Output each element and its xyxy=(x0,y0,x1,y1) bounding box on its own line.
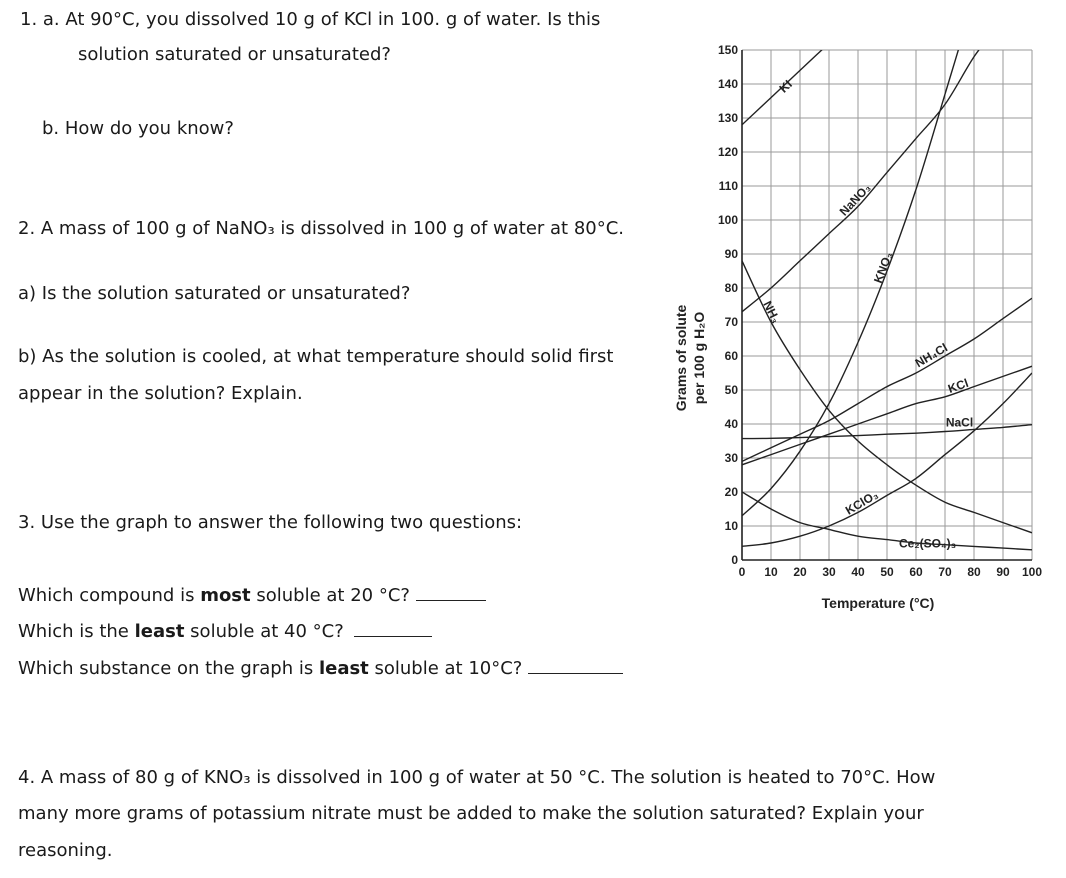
series-label-kno3: KNO₃ xyxy=(870,250,896,286)
q4-line1: 4. A mass of 80 g of KNO₃ is dissolved in 100 g of water at 50 °C. The solution is heated to 70°C. How xyxy=(18,767,936,788)
q2-stem: 2. A mass of 100 g of NaNO₃ is dissolved in 100 g of water at 80°C. xyxy=(18,218,625,239)
y-tick-label: 90 xyxy=(724,247,738,261)
q3-line2-pre: Which is the xyxy=(18,621,135,642)
y-tick-label: 10 xyxy=(724,519,738,533)
x-tick-label: 70 xyxy=(938,565,952,579)
y-tick-label: 30 xyxy=(724,451,738,465)
q3-line3 xyxy=(18,657,623,681)
chart-grid xyxy=(742,50,1032,560)
x-tick-label: 90 xyxy=(996,565,1010,579)
x-tick-label: 50 xyxy=(880,565,894,579)
y-tick-label: 100 xyxy=(717,213,738,227)
q3-line1-bold: most xyxy=(200,585,251,606)
q2-b-line2: appear in the solution? Explain. xyxy=(18,383,303,404)
y-tick-label: 60 xyxy=(724,349,738,363)
q1-a-line2: solution saturated or unsaturated? xyxy=(78,44,391,65)
series-label-ce2-so4-3: Ce₂(SO₄)₃ xyxy=(898,536,957,551)
series-label-nh3: NH₃ xyxy=(760,298,784,326)
q3-line1-pre: Which compound is xyxy=(18,585,201,606)
y-tick-label: 20 xyxy=(724,485,738,499)
x-tick-label: 100 xyxy=(1021,565,1043,579)
answer-blank-1[interactable] xyxy=(416,586,486,601)
q4-line2: many more grams of potassium nitrate must be added to make the solution saturated? Explain your xyxy=(18,803,924,824)
series-label-kcl: KCl xyxy=(946,375,971,396)
x-tick-label: 0 xyxy=(738,565,746,579)
x-tick-label: 80 xyxy=(967,565,981,579)
y-tick-label: 130 xyxy=(717,111,738,125)
x-tick-label: 10 xyxy=(764,565,778,579)
y-tick-label: 0 xyxy=(731,553,738,567)
series-label-nh4cl: NH₄Cl xyxy=(912,340,951,371)
q2-b-line1: b) As the solution is cooled, at what temperature should solid first xyxy=(18,346,614,367)
q3-line2 xyxy=(18,620,432,644)
q3-line3-bold: least xyxy=(318,658,369,679)
y-tick-label: 110 xyxy=(718,179,738,193)
x-axis-title: Temperature (°C) xyxy=(821,595,935,611)
series-label-ki: KI xyxy=(776,77,795,96)
y-axis-title-line1: Grams of solute xyxy=(673,304,689,412)
y-axis-title-line2: per 100 g H₂O xyxy=(691,311,707,405)
x-tick-label: 20 xyxy=(793,565,807,579)
q3-line2-post: soluble at 40 °C? xyxy=(184,621,344,642)
answer-blank-2[interactable] xyxy=(354,622,432,637)
q3-line1-post: soluble at 20 °C? xyxy=(250,585,410,606)
x-tick-label: 60 xyxy=(909,565,923,579)
series-label-nacl: NaCl xyxy=(945,415,974,430)
q3-line2-bold: least xyxy=(134,621,185,642)
q3-line3-post: soluble at 10°C? xyxy=(368,658,523,679)
q3-line1 xyxy=(18,584,486,608)
q1-b: b. How do you know? xyxy=(42,118,234,139)
y-tick-label: 150 xyxy=(717,43,738,57)
x-tick-label: 30 xyxy=(822,565,836,579)
q3-line3-pre: Which substance on the graph is xyxy=(18,658,319,679)
y-tick-label: 140 xyxy=(717,77,738,91)
y-axis-title xyxy=(673,305,707,412)
answer-blank-3[interactable] xyxy=(528,659,623,674)
y-tick-label: 50 xyxy=(724,383,738,397)
q3-stem: 3. Use the graph to answer the following two questions: xyxy=(18,512,523,533)
x-tick-label: 40 xyxy=(851,565,865,579)
series-label-kclo3: KClO₃ xyxy=(842,487,881,518)
y-tick-label: 70 xyxy=(724,315,738,329)
y-tick-label: 120 xyxy=(717,145,738,159)
series-label-nano3: NaNO₃ xyxy=(836,180,874,219)
q2-a: a) Is the solution saturated or unsaturated? xyxy=(18,283,411,304)
solubility-chart xyxy=(660,38,1060,628)
y-tick-label: 40 xyxy=(724,417,738,431)
chart-curve-labels xyxy=(760,77,973,551)
q4-line3: reasoning. xyxy=(18,840,113,861)
y-tick-label: 80 xyxy=(724,281,738,295)
q1-a-line1: 1. a. At 90°C, you dissolved 10 g of KCl in 100. g of water. Is this xyxy=(20,9,601,30)
